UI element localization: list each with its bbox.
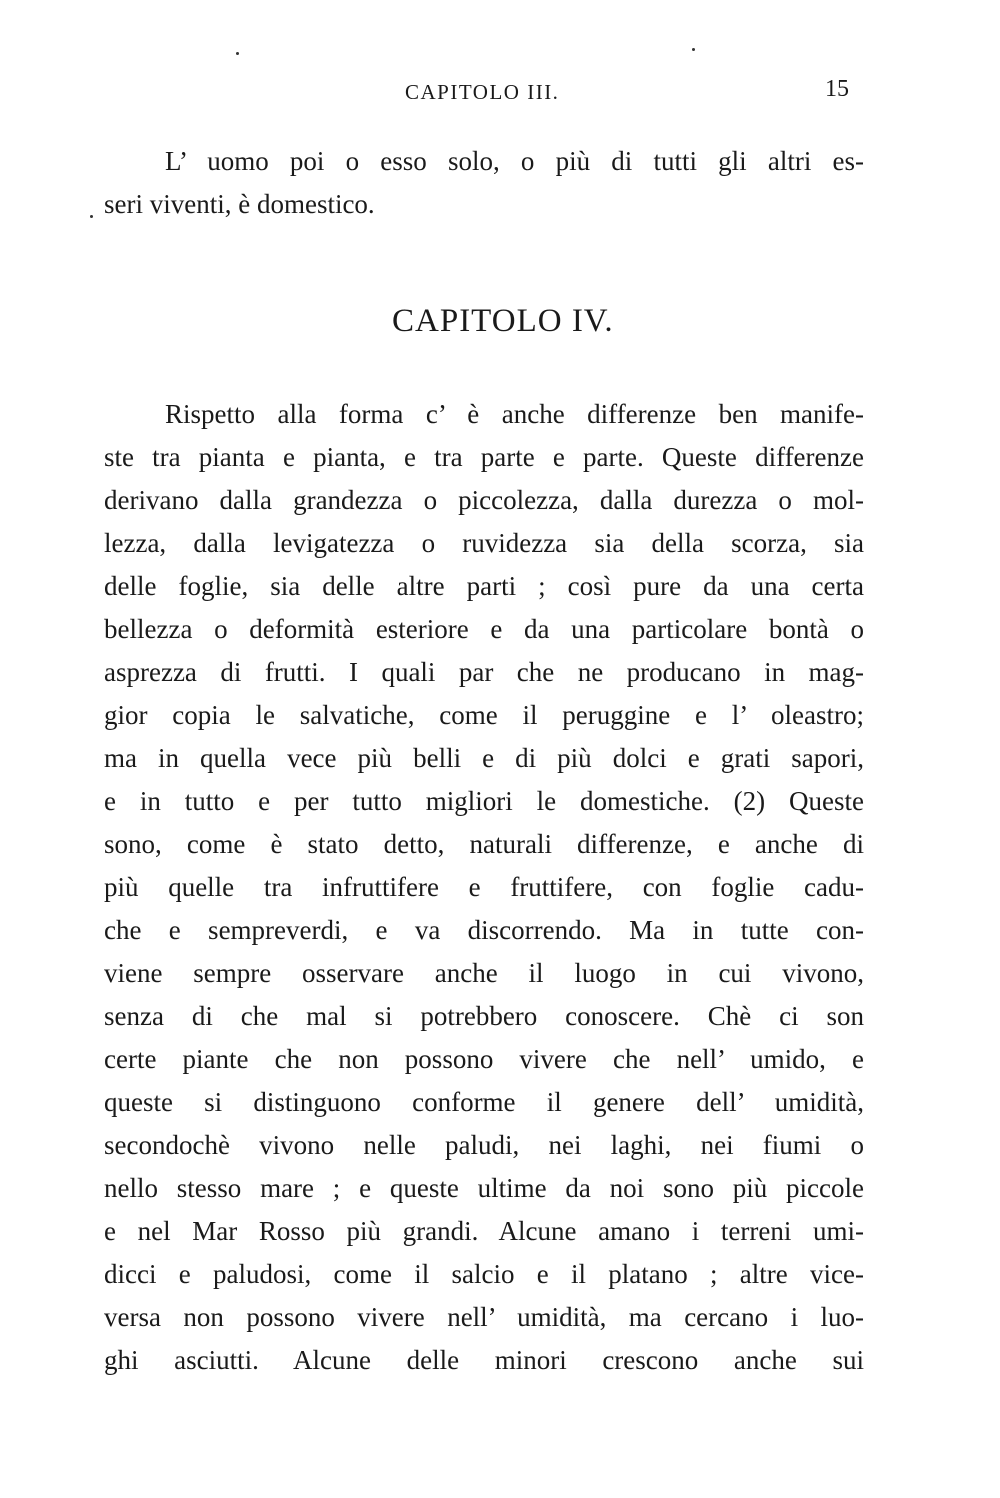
text-line: e in tutto e per tutto migliori le domestiche. (2) Queste: [104, 786, 864, 816]
page-number: 15: [825, 76, 849, 102]
text-line: senza di che mal si potrebbero conoscere. Chè ci son: [104, 1001, 864, 1031]
text-line: più quelle tra infruttifere e fruttifere, con foglie cadu-: [104, 872, 864, 902]
text-line: dicci e paludosi, come il salcio e il platano ; altre vice-: [104, 1259, 864, 1289]
text-line: Rispetto alla forma c’ è anche differenze ben manife-: [165, 399, 864, 429]
text-line: secondochè vivono nelle paludi, nei laghi, nei fiumi o: [104, 1130, 864, 1160]
text-line: sono, come è stato detto, naturali differenze, e anche di: [104, 829, 864, 859]
chapter-heading: CAPITOLO IV.: [392, 303, 614, 339]
text-line: delle foglie, sia delle altre parti ; così pure da una certa: [104, 571, 864, 601]
text-line: lezza, dalla levigatezza o ruvidezza sia della scorza, sia: [104, 528, 864, 558]
text-line: seri viventi, è domestico.: [104, 189, 375, 219]
text-line: ste tra pianta e pianta, e tra parte e parte. Queste differenze: [104, 442, 864, 472]
text-line: gior copia le salvatiche, come il peruggine e l’ oleastro;: [104, 700, 864, 730]
text-line: queste si distinguono conforme il genere dell’ umidità,: [104, 1087, 864, 1117]
text-line: certe piante che non possono vivere che nell’ umido, e: [104, 1044, 864, 1074]
print-speck: [236, 52, 239, 55]
text-line: viene sempre osservare anche il luogo in cui vivono,: [104, 958, 864, 988]
text-line: e nel Mar Rosso più grandi. Alcune amano i terreni umi-: [104, 1216, 864, 1246]
text-line: asprezza di frutti. I quali par che ne producano in mag-: [104, 657, 864, 687]
text-line: ma in quella vece più belli e di più dolci e grati sapori,: [104, 743, 864, 773]
text-line: che e sempreverdi, e va discorrendo. Ma in tutte con-: [104, 915, 864, 945]
text-line: ghi asciutti. Alcune delle minori crescono anche sui: [104, 1345, 864, 1375]
text-line: L’ uomo poi o esso solo, o più di tutti gli altri es-: [165, 146, 864, 176]
print-speck: [692, 48, 695, 51]
text-line: versa non possono vivere nell’ umidità, ma cercano i luo-: [104, 1302, 864, 1332]
print-speck: [90, 215, 93, 218]
text-line: derivano dalla grandezza o piccolezza, dalla durezza o mol-: [104, 485, 864, 515]
running-head: CAPITOLO III.: [405, 80, 560, 104]
text-line: nello stesso mare ; e queste ultime da noi sono più piccole: [104, 1173, 864, 1203]
text-line: bellezza o deformità esteriore e da una particolare bontà o: [104, 614, 864, 644]
